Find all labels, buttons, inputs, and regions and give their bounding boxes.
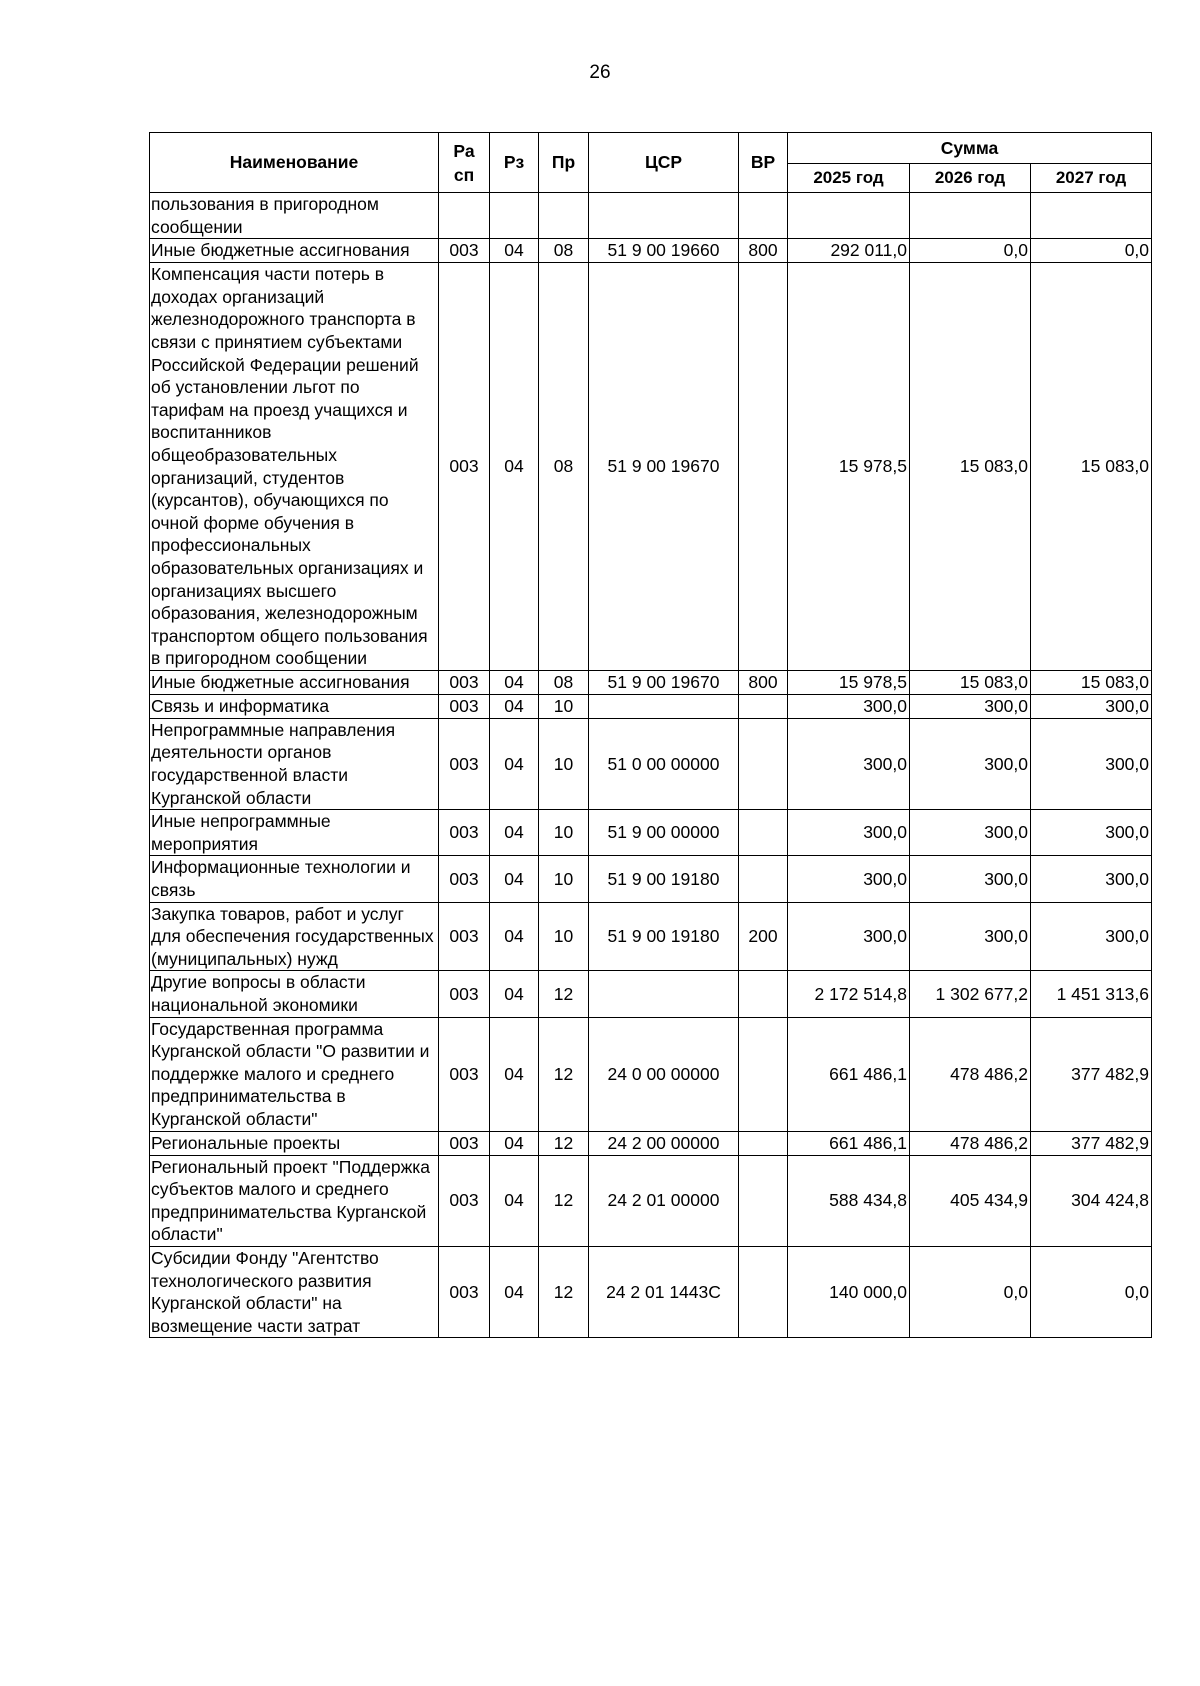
row-pr: 12 (539, 1155, 589, 1246)
row-csr: 24 2 00 00000 (589, 1131, 739, 1155)
row-sum-2026: 0,0 (910, 1246, 1031, 1337)
table-row (150, 971, 1152, 1017)
table-row (150, 193, 1152, 239)
row-pr: 08 (539, 239, 589, 263)
header-2027: 2027 год (1031, 164, 1152, 193)
row-sum-2026: 300,0 (910, 694, 1031, 718)
row-name: Связь и информатика (150, 694, 439, 718)
row-vr (739, 694, 788, 718)
row-name: Закупка товаров, работ и услуг для обеспечения государственных (муниципальных) нужд (150, 902, 439, 971)
row-csr: 51 9 00 19670 (589, 263, 739, 671)
table-row (150, 1131, 1152, 1155)
row-sum-2027: 300,0 (1031, 856, 1152, 902)
row-csr (589, 694, 739, 718)
row-rasp: 003 (439, 670, 490, 694)
row-pr: 12 (539, 971, 589, 1017)
row-sum-2027: 377 482,9 (1031, 1131, 1152, 1155)
row-csr: 24 0 00 00000 (589, 1017, 739, 1131)
header-sum: Сумма (788, 133, 1152, 164)
row-sum-2027: 300,0 (1031, 902, 1152, 971)
row-vr (739, 856, 788, 902)
row-sum-2025: 661 486,1 (788, 1017, 910, 1131)
header-2026: 2026 год (910, 164, 1031, 193)
row-pr: 12 (539, 1131, 589, 1155)
row-name: Региональный проект "Поддержка субъектов малого и среднего предпринимательства Курганской области" (150, 1155, 439, 1246)
row-rasp: 003 (439, 263, 490, 671)
budget-table (149, 132, 1152, 1338)
row-rz: 04 (490, 670, 539, 694)
row-vr (739, 1246, 788, 1337)
row-rz (490, 193, 539, 239)
table-row (150, 1017, 1152, 1131)
header-rasp: Ра сп (439, 133, 490, 193)
row-rasp: 003 (439, 810, 490, 856)
row-sum-2026: 15 083,0 (910, 263, 1031, 671)
row-csr: 51 9 00 19660 (589, 239, 739, 263)
row-vr: 800 (739, 239, 788, 263)
row-rz: 04 (490, 1131, 539, 1155)
row-sum-2026: 300,0 (910, 718, 1031, 809)
row-pr: 10 (539, 902, 589, 971)
row-sum-2025: 300,0 (788, 902, 910, 971)
row-pr: 10 (539, 856, 589, 902)
row-name: Иные непрограммные мероприятия (150, 810, 439, 856)
row-vr (739, 263, 788, 671)
row-sum-2026: 405 434,9 (910, 1155, 1031, 1246)
row-pr: 10 (539, 694, 589, 718)
row-rz: 04 (490, 1246, 539, 1337)
row-rz: 04 (490, 1155, 539, 1246)
row-csr: 51 9 00 19670 (589, 670, 739, 694)
row-sum-2027: 300,0 (1031, 810, 1152, 856)
row-name: Региональные проекты (150, 1131, 439, 1155)
row-rz: 04 (490, 810, 539, 856)
row-vr (739, 1017, 788, 1131)
table-row (150, 263, 1152, 671)
row-sum-2026: 300,0 (910, 902, 1031, 971)
row-vr (739, 718, 788, 809)
row-csr: 24 2 01 00000 (589, 1155, 739, 1246)
row-rasp: 003 (439, 718, 490, 809)
row-pr (539, 193, 589, 239)
row-sum-2025: 15 978,5 (788, 263, 910, 671)
row-sum-2026: 1 302 677,2 (910, 971, 1031, 1017)
row-pr: 12 (539, 1017, 589, 1131)
row-csr: 51 9 00 19180 (589, 856, 739, 902)
table-row (150, 694, 1152, 718)
row-rz: 04 (490, 239, 539, 263)
row-name: Информационные технологии и связь (150, 856, 439, 902)
row-rasp: 003 (439, 1131, 490, 1155)
row-rz: 04 (490, 971, 539, 1017)
row-csr (589, 193, 739, 239)
row-rasp: 003 (439, 694, 490, 718)
row-csr: 24 2 01 1443С (589, 1246, 739, 1337)
row-sum-2027 (1031, 193, 1152, 239)
row-sum-2027: 377 482,9 (1031, 1017, 1152, 1131)
row-sum-2027: 300,0 (1031, 718, 1152, 809)
row-vr (739, 810, 788, 856)
row-name: Субсидии Фонду "Агентство технологического развития Курганской области" на возмещение части затрат (150, 1246, 439, 1337)
row-sum-2025 (788, 193, 910, 239)
table-row (150, 239, 1152, 263)
row-rasp: 003 (439, 902, 490, 971)
row-rasp (439, 193, 490, 239)
row-rasp: 003 (439, 971, 490, 1017)
row-name: Непрограммные направления деятельности органов государственной власти Курганской области (150, 718, 439, 809)
row-sum-2026: 300,0 (910, 856, 1031, 902)
table-row (150, 1246, 1152, 1337)
row-sum-2026: 478 486,2 (910, 1131, 1031, 1155)
row-rz: 04 (490, 718, 539, 809)
row-sum-2027: 0,0 (1031, 1246, 1152, 1337)
row-name: Государственная программа Курганской области "О развитии и поддержке малого и среднего предпринимательства в Курганской области" (150, 1017, 439, 1131)
row-sum-2025: 300,0 (788, 694, 910, 718)
row-rasp: 003 (439, 1246, 490, 1337)
header-rz: Рз (490, 133, 539, 193)
row-name: пользования в пригородном сообщении (150, 193, 439, 239)
row-sum-2027: 0,0 (1031, 239, 1152, 263)
row-csr: 51 9 00 00000 (589, 810, 739, 856)
row-rasp: 003 (439, 239, 490, 263)
row-rz: 04 (490, 1017, 539, 1131)
row-vr (739, 193, 788, 239)
row-sum-2026: 478 486,2 (910, 1017, 1031, 1131)
row-pr: 10 (539, 718, 589, 809)
row-rasp: 003 (439, 1017, 490, 1131)
row-sum-2025: 661 486,1 (788, 1131, 910, 1155)
row-pr: 10 (539, 810, 589, 856)
row-sum-2026: 0,0 (910, 239, 1031, 263)
row-sum-2027: 1 451 313,6 (1031, 971, 1152, 1017)
row-rasp: 003 (439, 1155, 490, 1246)
row-sum-2025: 15 978,5 (788, 670, 910, 694)
row-csr (589, 971, 739, 1017)
row-vr: 200 (739, 902, 788, 971)
row-pr: 08 (539, 670, 589, 694)
header-name: Наименование (150, 133, 439, 193)
row-vr: 800 (739, 670, 788, 694)
row-rz: 04 (490, 694, 539, 718)
row-sum-2025: 300,0 (788, 718, 910, 809)
table-row (150, 902, 1152, 971)
row-pr: 12 (539, 1246, 589, 1337)
table-row (150, 670, 1152, 694)
row-vr (739, 1131, 788, 1155)
row-sum-2027: 15 083,0 (1031, 263, 1152, 671)
header-vr: ВР (739, 133, 788, 193)
row-rz: 04 (490, 856, 539, 902)
row-sum-2027: 15 083,0 (1031, 670, 1152, 694)
row-sum-2025: 300,0 (788, 810, 910, 856)
header-csr: ЦСР (589, 133, 739, 193)
row-name: Компенсация части потерь в доходах организаций железнодорожного транспорта в связи с принятием субъектами Российской Федерации решений об установлении льгот по тарифам на проезд учащихся и воспитанников общеобразовательных организаций, студентов (курсантов), обучающихся по очной форме обучения в профессиональных образовательных организациях и организациях высшего образования, железнодорожным транспортом общего пользования в пригородном сообщении (150, 263, 439, 671)
table-row (150, 810, 1152, 856)
table-row (150, 856, 1152, 902)
header-2025: 2025 год (788, 164, 910, 193)
row-sum-2025: 300,0 (788, 856, 910, 902)
row-sum-2025: 292 011,0 (788, 239, 910, 263)
row-rasp: 003 (439, 856, 490, 902)
table-body (150, 193, 1152, 1338)
table-row (150, 718, 1152, 809)
row-sum-2026 (910, 193, 1031, 239)
header-pr: Пр (539, 133, 589, 193)
row-rz: 04 (490, 263, 539, 671)
row-vr (739, 1155, 788, 1246)
row-sum-2027: 304 424,8 (1031, 1155, 1152, 1246)
row-name: Другие вопросы в области национальной экономики (150, 971, 439, 1017)
row-pr: 08 (539, 263, 589, 671)
row-csr: 51 0 00 00000 (589, 718, 739, 809)
row-name: Иные бюджетные ассигнования (150, 239, 439, 263)
row-name: Иные бюджетные ассигнования (150, 670, 439, 694)
row-vr (739, 971, 788, 1017)
table-row (150, 1155, 1152, 1246)
row-sum-2025: 2 172 514,8 (788, 971, 910, 1017)
row-sum-2026: 300,0 (910, 810, 1031, 856)
row-rz: 04 (490, 902, 539, 971)
row-sum-2025: 140 000,0 (788, 1246, 910, 1337)
row-sum-2025: 588 434,8 (788, 1155, 910, 1246)
page-number: 26 (589, 62, 611, 83)
row-csr: 51 9 00 19180 (589, 902, 739, 971)
row-sum-2026: 15 083,0 (910, 670, 1031, 694)
row-sum-2027: 300,0 (1031, 694, 1152, 718)
